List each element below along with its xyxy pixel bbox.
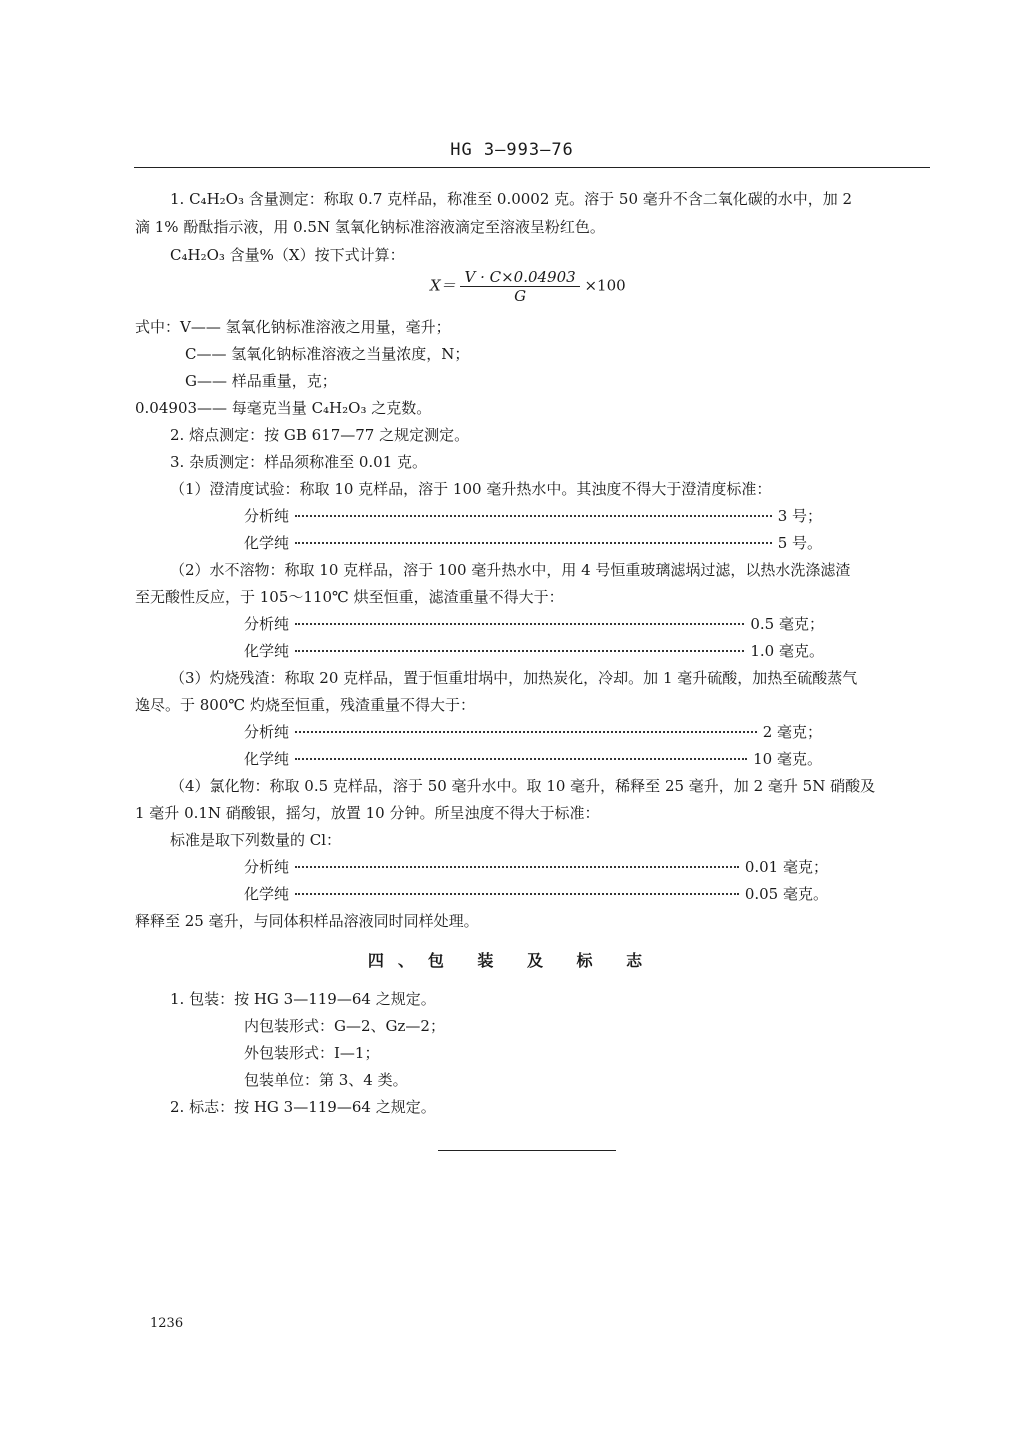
grade-value: 0.05 毫克。	[744, 885, 828, 903]
sub3-line1: （3）灼烧残渣：称取 20 克样品，置于恒重坩埚中，加热炭化，冷却。加 1 毫升硫酸，加热至硫酸蒸气	[170, 669, 858, 687]
grade-value: 0.01 毫克；	[744, 858, 828, 876]
grade-value: 5 号。	[777, 534, 822, 552]
grade-value: 3 号；	[777, 507, 822, 525]
where-g: G—— 样品重量，克；	[185, 372, 337, 390]
grade-label: 分析纯	[244, 615, 290, 633]
leader-dots	[295, 866, 739, 868]
sub4-line3: 标准是取下列数量的 Cl：	[170, 831, 342, 849]
sub2-row-ar	[244, 613, 824, 634]
item1-line2: 滴 1% 酚酞指示液，用 0.5N 氢氧化钠标准溶液滴定至溶液呈粉红色。	[135, 218, 605, 236]
sub1-heading: （1）澄清度试验：称取 10 克样品，溶于 100 毫升热水中。其浊度不得大于澄清度标准：	[170, 480, 772, 498]
leader-dots	[295, 893, 739, 895]
pack-item1: 1. 包装：按 HG 3—119—64 之规定。	[170, 990, 436, 1008]
grade-value: 10 毫克。	[753, 750, 822, 768]
grade-label: 化学纯	[244, 642, 290, 660]
formula-rhs: ×100	[584, 276, 626, 295]
where-c: C—— 氢氧化钠标准溶液之当量浓度，N；	[185, 345, 470, 363]
section-title-packaging: 四、包 装 及 标 志	[367, 951, 657, 970]
page-number: 1236	[150, 1316, 184, 1331]
grade-label: 分析纯	[244, 507, 290, 525]
sub1-row-ar	[244, 505, 822, 526]
sub4-line4: 释释至 25 毫升，与同体积样品溶液同时同样处理。	[135, 912, 479, 930]
pack-unit: 包装单位：第 3、4 类。	[244, 1071, 408, 1089]
end-rule	[438, 1150, 616, 1151]
sub3-row-cp	[244, 748, 822, 769]
grade-label: 化学纯	[244, 750, 290, 768]
grade-label: 化学纯	[244, 885, 290, 903]
sub4-row-ar	[244, 856, 828, 877]
formula	[430, 268, 626, 305]
grade-label: 化学纯	[244, 534, 290, 552]
leader-dots	[295, 731, 757, 733]
where-v: 式中：V—— 氢氧化钠标准溶液之用量，毫升；	[135, 318, 451, 336]
header-rule	[134, 167, 930, 168]
where-k: 0.04903—— 每毫克当量 C₄H₂O₃ 之克数。	[135, 399, 432, 417]
formula-fraction	[460, 268, 579, 305]
leader-dots	[295, 758, 747, 760]
sub1-row-cp	[244, 532, 822, 553]
sub4-row-cp	[244, 883, 828, 904]
grade-label: 分析纯	[244, 723, 290, 741]
sub2-row-cp	[244, 640, 824, 661]
sub4-line1: （4）氯化物：称取 0.5 克样品，溶于 50 毫升水中。取 10 毫升，稀释至 25 毫升，加 2 毫升 5N 硝酸及	[170, 777, 876, 795]
formula-numerator: V · C×0.04903	[460, 268, 579, 287]
item3: 3. 杂质测定：样品须称准至 0.01 克。	[170, 453, 428, 471]
sub3-row-ar	[244, 721, 822, 742]
mark-item2: 2. 标志：按 HG 3—119—64 之规定。	[170, 1098, 436, 1116]
pack-outer: 外包装形式：Ⅰ—1；	[244, 1044, 380, 1062]
leader-dots	[295, 623, 744, 625]
leader-dots	[295, 515, 772, 517]
leader-dots	[295, 542, 772, 544]
item2: 2. 熔点测定：按 GB 617—77 之规定测定。	[170, 426, 470, 444]
grade-value: 1.0 毫克。	[750, 642, 824, 660]
grade-value: 2 毫克；	[762, 723, 822, 741]
item1-line1: 1. C₄H₂O₃ 含量测定：称取 0.7 克样品，称准至 0.0002 克。溶于 50 毫升不含二氧化碳的水中，加 2	[170, 190, 853, 208]
sub2-line1: （2）水不溶物：称取 10 克样品，溶于 100 毫升热水中，用 4 号恒重玻璃滤埚过滤，以热水洗涤滤渣	[170, 561, 851, 579]
formula-lhs: X＝	[430, 276, 456, 295]
pack-inner: 内包装形式：G—2、Gz—2；	[244, 1017, 445, 1035]
sub4-line2: 1 毫升 0.1N 硝酸银，摇匀，放置 10 分钟。所呈浊度不得大于标准：	[135, 804, 600, 822]
sub2-line2: 至无酸性反应，于 105～110℃ 烘至恒重，滤渣重量不得大于：	[135, 588, 564, 606]
grade-label: 分析纯	[244, 858, 290, 876]
leader-dots	[295, 650, 744, 652]
grade-value: 0.5 毫克；	[750, 615, 824, 633]
formula-denominator: G	[514, 287, 527, 305]
sub3-line2: 逸尽。于 800℃ 灼烧至恒重，残渣重量不得大于：	[135, 696, 475, 714]
document-code-header: HG 3—993—76	[450, 140, 574, 160]
item1-line3: C₄H₂O₃ 含量%（X）按下式计算：	[170, 246, 405, 264]
